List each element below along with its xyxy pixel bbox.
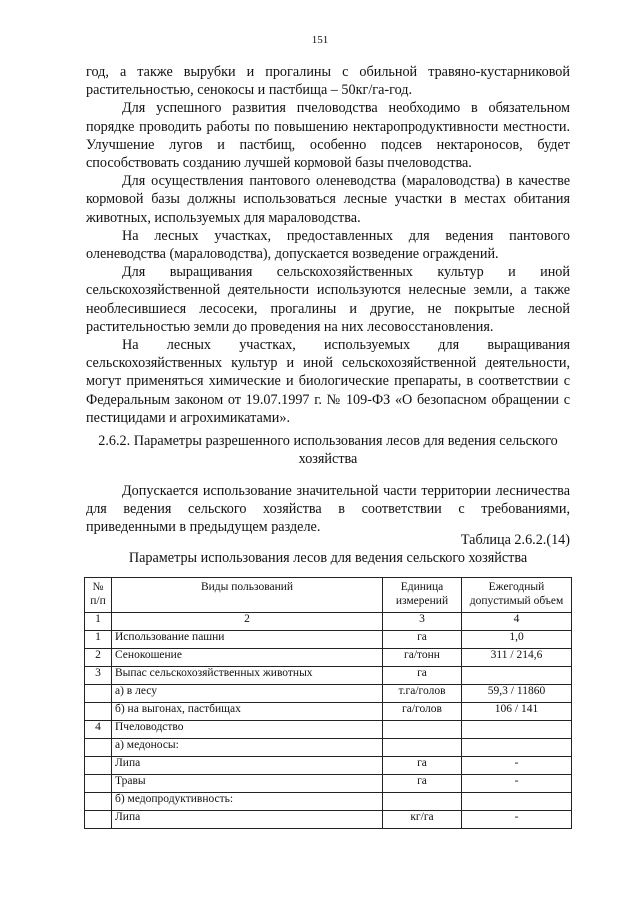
- table-row: [85, 757, 572, 775]
- body-text-top: [86, 63, 570, 427]
- table-cell: [85, 811, 112, 829]
- table-row: [85, 811, 572, 829]
- table-cell: Пчеловодство: [112, 721, 383, 739]
- table-row: [85, 703, 572, 721]
- table-cell: б) медопродуктивность:: [112, 793, 383, 811]
- table-cell: б) на выгонах, пастбищах: [112, 703, 383, 721]
- table-cell: 4: [462, 613, 572, 631]
- table-cell: Использование пашни: [112, 631, 383, 649]
- table-cell: [383, 739, 462, 757]
- table-cell: га: [383, 667, 462, 685]
- table-cell: 311 / 214,6: [462, 649, 572, 667]
- table-cell: -: [462, 811, 572, 829]
- table-cell: Липа: [112, 757, 383, 775]
- table-cell: [383, 793, 462, 811]
- table-cell: -: [462, 775, 572, 793]
- paragraph-1: год, а также вырубки и прогалины с обильной травяно-кустарниковой растительностью, сенокосы и пастбища – 50кг/га-год.: [86, 64, 570, 99]
- page-number: 151: [311, 34, 329, 46]
- table-cell: га/голов: [383, 703, 462, 721]
- header-usage-type: Виды пользований: [112, 578, 383, 613]
- table-cell: [462, 721, 572, 739]
- table-cell: Выпас сельскохозяйственных животных: [112, 667, 383, 685]
- paragraph-6: На лесных участках, используемых для выращивания сельскохозяйственных культур и иной сельскохозяйственной деятельности, могут применяться химические и биологические препараты, в соответствии с Федеральным законом от 19.07.1997 г. № 109-ФЗ «О безопасном обращении с пестицидами и агрохимикатами».: [86, 337, 570, 426]
- table-row: [85, 739, 572, 757]
- table-cell: [85, 685, 112, 703]
- table-cell: га: [383, 775, 462, 793]
- table-cell: [462, 793, 572, 811]
- table-cell: [85, 703, 112, 721]
- table-title: Параметры использования лесов для ведения сельского хозяйства: [128, 550, 528, 566]
- table-cell: [85, 757, 112, 775]
- table-cell: [85, 775, 112, 793]
- table-header-row: [85, 578, 572, 613]
- table-cell: 1: [85, 613, 112, 631]
- paragraph-5: Для выращивания сельскохозяйственных культур и иной сельскохозяйственной деятельности используются нелесные земли, а также необлесившиеся лесосеки, прогалины и другие, не покрытые лесной растительностью земли до проведения на них лесовосстановления.: [86, 264, 570, 335]
- section-paragraph: Допускается использование значительной части территории лесничества для ведения сельского хозяйства в соответствии с требованиями, приведенными в предыдущем разделе.: [86, 483, 570, 536]
- table-row: [85, 721, 572, 739]
- table-cell: Травы: [112, 775, 383, 793]
- header-number: № п/п: [85, 578, 112, 613]
- table-cell: 3: [383, 613, 462, 631]
- table-row: [85, 613, 572, 631]
- table-cell: 2: [112, 613, 383, 631]
- table-row: [85, 685, 572, 703]
- table-label: Таблица 2.6.2.(14): [460, 532, 570, 548]
- table-row: [85, 631, 572, 649]
- table-cell: га: [383, 631, 462, 649]
- table-cell: га: [383, 757, 462, 775]
- table-cell: а) медоносы:: [112, 739, 383, 757]
- table-cell: Липа: [112, 811, 383, 829]
- paragraph-3: Для осуществления пантового оленеводства (мараловодства) в качестве кормовой базы должны использоваться лесные участки в местах обитания животных, используемых для мараловодства.: [86, 173, 570, 226]
- table-cell: [85, 793, 112, 811]
- table-cell: [85, 739, 112, 757]
- table-cell: -: [462, 757, 572, 775]
- header-unit: Единица измерений: [383, 578, 462, 613]
- table-cell: 1: [85, 631, 112, 649]
- table-cell: 59,3 / 11860: [462, 685, 572, 703]
- header-annual-volume: Ежегодный допустимый объем: [462, 578, 572, 613]
- table-row: [85, 667, 572, 685]
- table-cell: 1,0: [462, 631, 572, 649]
- table-row: [85, 793, 572, 811]
- table-cell: [462, 739, 572, 757]
- paragraph-2: Для успешного развития пчеловодства необходимо в обязательном порядке проводить работы по повышению нектаропродуктивности местности. Улучшение лугов и пастбищ, особенно подсев нектароносов, будет способствовать созданию лучшей кормовой базы пчеловодства.: [86, 100, 570, 172]
- table-cell: [383, 721, 462, 739]
- table-cell: Сенокошение: [112, 649, 383, 667]
- table-cell: га/тонн: [383, 649, 462, 667]
- table-cell: а) в лесу: [112, 685, 383, 703]
- table-cell: 2: [85, 649, 112, 667]
- table-cell: кг/га: [383, 811, 462, 829]
- table-cell: 106 / 141: [462, 703, 572, 721]
- table-cell: 3: [85, 667, 112, 685]
- section-heading: 2.6.2. Параметры разрешенного использования лесов для ведения сельского хозяйства: [98, 433, 558, 468]
- table-cell: т.га/голов: [383, 685, 462, 703]
- table-row: [85, 649, 572, 667]
- table-cell: 4: [85, 721, 112, 739]
- parameters-table: [84, 577, 572, 829]
- table-row: [85, 775, 572, 793]
- paragraph-4: На лесных участках, предоставленных для ведения пантового оленеводства (мараловодства), допускается возведение ограждений.: [86, 227, 570, 263]
- table-cell: [462, 667, 572, 685]
